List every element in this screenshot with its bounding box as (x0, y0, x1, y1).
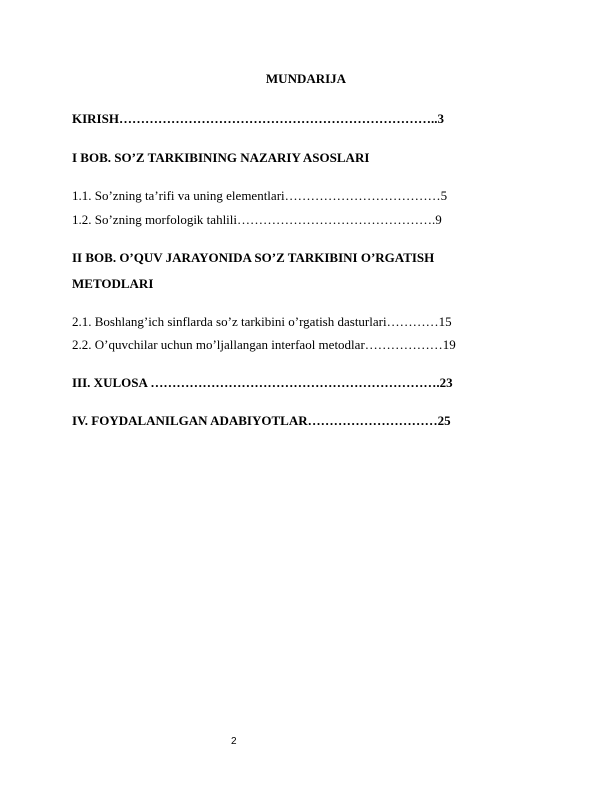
toc-entry-2-1: 2.1. Boshlang’ich sinflarda so’z tarkibini o’rgatish dasturlari…………15 (72, 314, 452, 329)
toc-entry-1-1: 1.1. So’zning ta’rifi va uning elementlari………………………………5 (72, 188, 448, 203)
toc-entry-xulosa: III. XULOSA ………………………………………………………….23 (72, 375, 453, 390)
page-number: 2 (231, 736, 237, 747)
toc-entry-1-2: 1.2. So’zning morfologik tahlili……………………………………….9 (72, 212, 442, 227)
toc-title: MUNDARIJA (265, 71, 347, 86)
toc-chapter-2-heading-cont: METODLARI (72, 276, 154, 291)
toc-chapter-1-heading: I BOB. SO’Z TARKIBINING NAZARIY ASOSLARI (72, 150, 370, 165)
toc-entry-2-2: 2.2. O’quvchilar uchun mo’ljallangan interfaol metodlar………………19 (72, 337, 456, 352)
toc-chapter-2-heading: II BOB. O’QUV JARAYONIDA SO’Z TARKIBINI O’RGATISH (72, 250, 435, 265)
toc-entry-kirish: KIRISH………………………………………………………………..3 (72, 111, 444, 126)
toc-entry-adabiyotlar: IV. FOYDALANILGAN ADABIYOTLAR…………………………25 (72, 413, 451, 428)
